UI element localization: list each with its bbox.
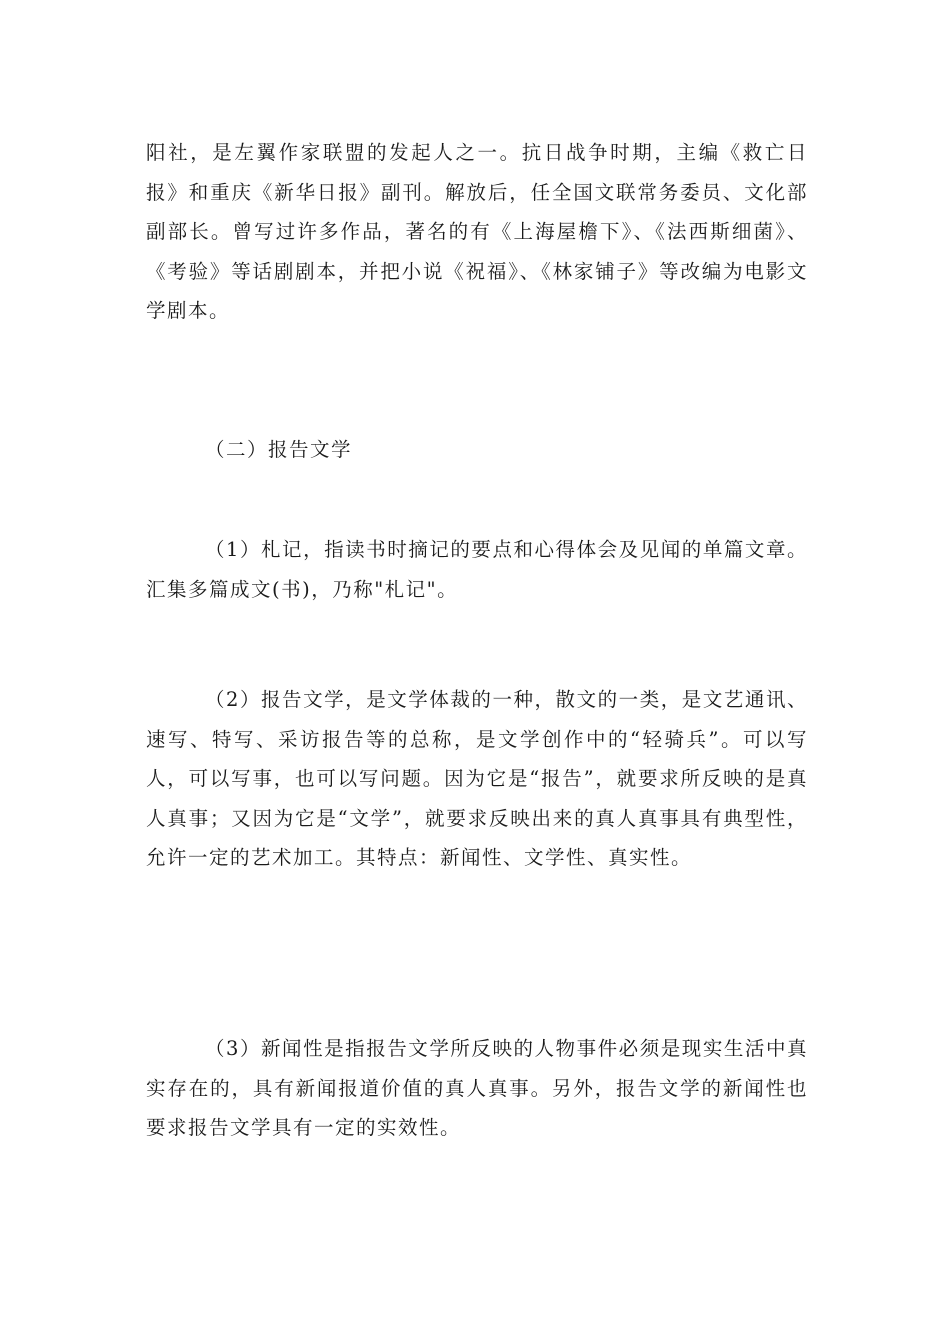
paragraph-continuation: 阳社，是左翼作家联盟的发起人之一。抗日战争时期，主编《救亡日报》和重庆《新华日报》副刊。解放后，任全国文联常务委员、文化部副部长。曾写过许多作品，著名的有《上海屋檐下》、《法西斯细菌》、《考验》等话剧剧本，并把小说《祝福》、《林家铺子》等改编为电影文学剧本。 [146, 141, 808, 322]
paragraph-reportage-definition: （2）报告文学，是文学体裁的一种，散文的一类，是文艺通讯、速写、特写、采访报告等的总称，是文学创作中的“轻骑兵”。可以写人，可以写事，也可以写问题。因为它是“报告”，就要求所反映的是真人真事；又因为它是“文学”，就要求反映出来的真人真事具有典型性，允许一定的艺术加工。其特点：新闻性、文学性、真实性。 [146, 688, 808, 869]
section-heading-reportage: （二）报告文学 [205, 438, 353, 461]
paragraph-news-value: （3）新闻性是指报告文学所反映的人物事件必须是现实生活中真实存在的，具有新闻报道价值的真人真事。另外，报告文学的新闻性也要求报告文学具有一定的实效性。 [146, 1037, 808, 1139]
paragraph-zhaji: （1）札记，指读书时摘记的要点和心得体会及见闻的单篇文章。汇集多篇成文(书)，乃称"札记"。 [146, 538, 808, 601]
